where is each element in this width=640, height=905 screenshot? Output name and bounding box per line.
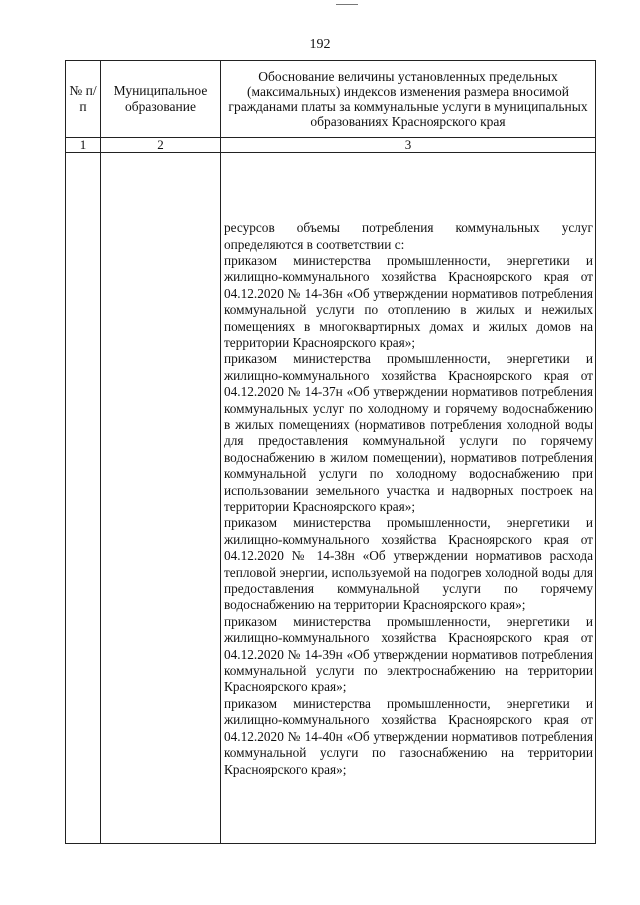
text-paragraph: приказом министерства промышленности, энергетики и жилищно-коммунального хозяйства Красноярского края от 04.12.2020 № 14-40н «Об утверждении нормативов потребления коммунальной услуги по газоснабжению на территории Красноярского края»; <box>224 695 593 777</box>
table-header-row <box>66 61 596 138</box>
cell-justification <box>221 153 596 844</box>
column-number: 3 <box>221 138 596 153</box>
header-justification: Обоснование величины установленных предельных (максимальных) индексов изменения размера вносимой гражданами платы за коммунальные услуги в муниципальных образованиях Красноярского края <box>221 61 596 138</box>
column-number: 1 <box>66 138 101 153</box>
text-paragraph: приказом министерства промышленности, энергетики и жилищно-коммунального хозяйства Красноярского края от 04.12.2020 № 14-37н «Об утверждении нормативов потребления коммунальных услуг по холодному и горячему водоснабжению в жилых помещениях (нормативов потребления холодной воды для предоставления коммунальной услуги по горячему водоснабжению в жилом помещении), нормативов потребления коммунальной услуги по холодному водоснабжению при использовании земельного участка и надворных построек на территории Красноярского края»; <box>224 351 593 514</box>
text-paragraph: ресурсов объемы потребления коммунальных услуг определяются в соответствии с: <box>224 220 593 252</box>
text-paragraph: приказом министерства промышленности, энергетики и жилищно-коммунального хозяйства Красноярского края от 04.12.2020 № 14-36н «Об утверждении нормативов потребления коммунальной услуги по отоплению в жилых и нежилых помещениях в многоквартирных домах и жилых домов на территории Красноярского края»; <box>224 252 593 350</box>
cell-municipality <box>101 153 221 844</box>
justification-table <box>65 60 596 844</box>
column-numbers-row <box>66 138 596 153</box>
justification-text <box>221 218 595 778</box>
header-municipality: Муниципальное образование <box>101 61 221 138</box>
page-number: 192 <box>309 37 331 52</box>
header-number: № п/п <box>66 61 101 138</box>
cell-number <box>66 153 101 844</box>
text-paragraph: приказом министерства промышленности, энергетики и жилищно-коммунального хозяйства Красноярского края от 04.12.2020 № 14-38н «Об утверждении нормативов расхода тепловой энергии, используемой на подогрев холодной воды для предоставления коммунальной услуги по горячему водоснабжению на территории Красноярского края»; <box>224 515 593 613</box>
text-paragraph: приказом министерства промышленности, энергетики и жилищно-коммунального хозяйства Красноярского края от 04.12.2020 № 14-39н «Об утверждении нормативов потребления коммунальной услуги по электроснабжению на территории Красноярского края»; <box>224 613 593 695</box>
table-row <box>66 153 596 844</box>
top-scan-mark <box>336 4 358 5</box>
column-number: 2 <box>101 138 221 153</box>
